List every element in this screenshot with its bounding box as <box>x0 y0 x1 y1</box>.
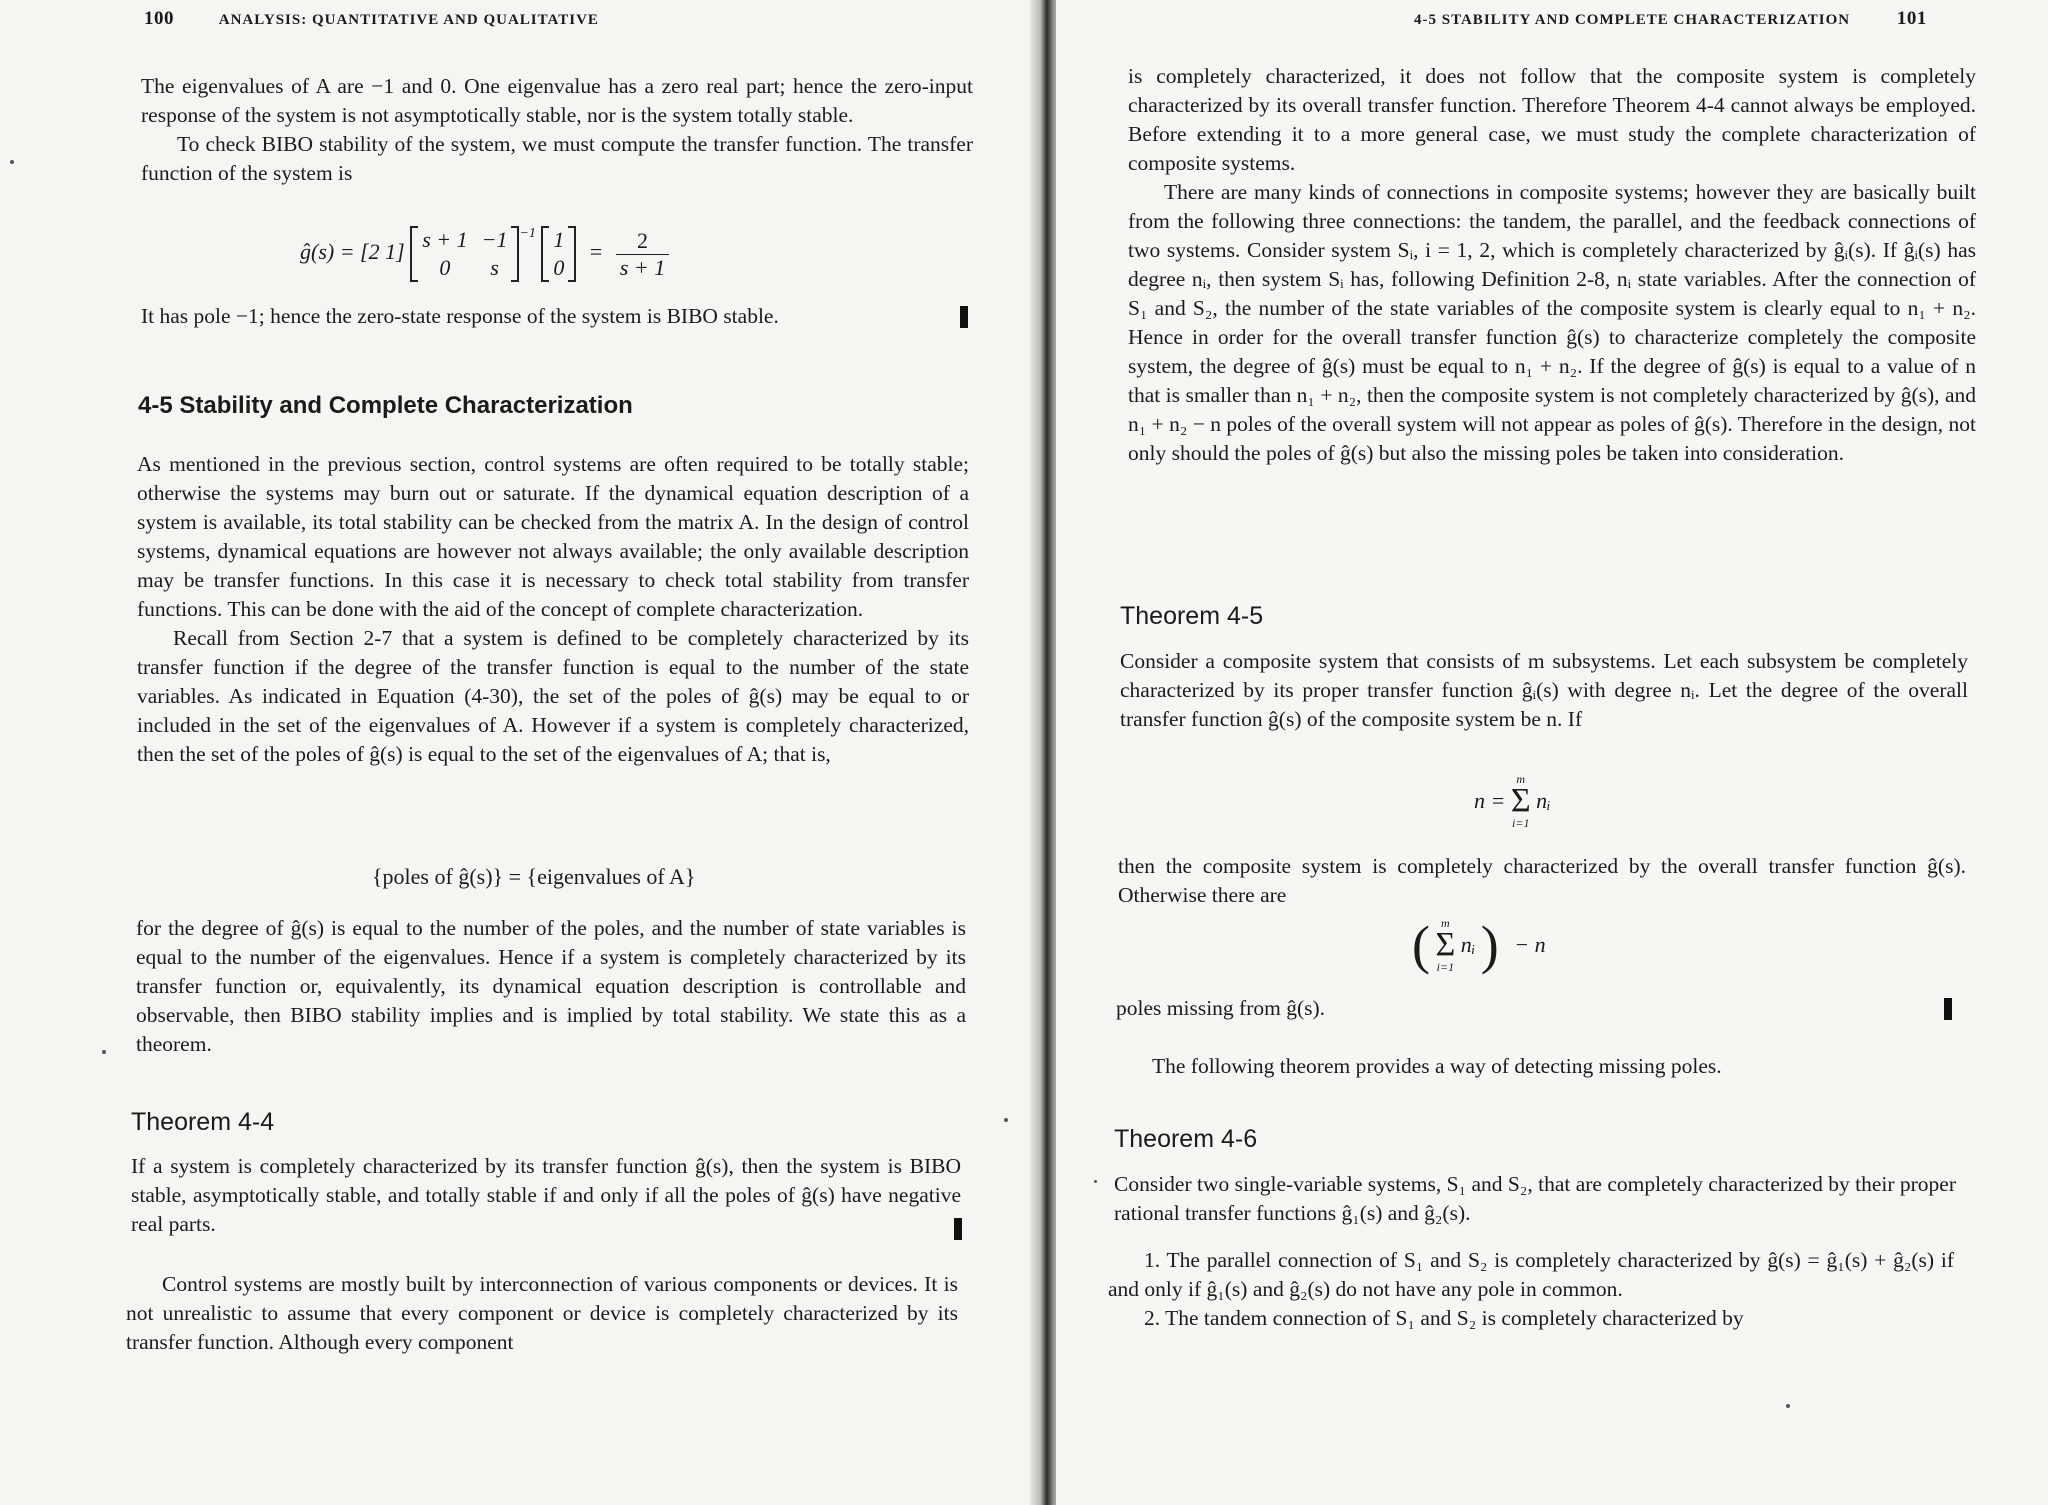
left-bottom-text <box>126 1270 958 1357</box>
left-para-3-wrap <box>141 302 1001 331</box>
theorem-4-5-text: Consider a composite system that consists of m subsystems. Let each subsystem be completely characterized by its proper transfer function ĝᵢ(s) with degree nᵢ. Let the degree of the overall transfer function ĝ(s) of the composite system be n. If <box>1120 649 1968 731</box>
right-para-3-wrap <box>1152 1052 1972 1081</box>
right-para-2: There are many kinds of connections in composite systems; however they are basically built from the following three connections: the tandem, the parallel, and the feedback connections of two systems. Consider system Sᵢ, i = 1, 2, which is completely characterized by ĝᵢ(s). If ĝᵢ(s) has degree nᵢ, then system Sᵢ has, following Definition 2-8, nᵢ state variables. After the connection of S₁ and S₂, the number of the state variables of the composite system is clearly equal to n₁ + n₂. Hence in order for the overall transfer function ĝ(s) to characterize completely the composite system, the degree of ĝ(s) must be equal to n₁ + n₂. If the degree of ĝ(s) is equal to a value of n that is smaller than n₁ + n₂, then the composite system is not completely characterized by ĝ(s), and n₁ + n₂ − n poles of the overall system will not appear as poles of ĝ(s). Therefore in the design, not only should the poles of ĝ(s) but also the missing poles be taken into consideration. <box>1128 180 1976 465</box>
eq4-term: nᵢ <box>1460 932 1476 957</box>
degree-sum-equation <box>1474 772 1551 830</box>
left-para-5: Recall from Section 2-7 that a system is defined to be completely characterized by its transfer function if the degree of the transfer function is equal to the number of the state variables. As indicated in Equation (4-30), the set of the poles of ĝ(s) may be equal to or included in the set of the eigenvalues of A. However if a system is completely characterized, then the set of the poles of ĝ(s) is equal to the set of the eigenvalues of A; that is, <box>137 626 969 766</box>
eq1-inverse: −1 <box>519 226 536 242</box>
eq1-m22: s <box>490 255 499 280</box>
theorem-4-6-item-2: 2. The tandem connection of S₁ and S₂ is completely characterized by <box>1144 1306 1744 1330</box>
left-para-1: The eigenvalues of A are −1 and 0. One eigenvalue has a zero real part; hence the zero-input response of the system is not asymptotically stable, nor is the system totally stable. <box>141 74 973 127</box>
left-para-2: To check BIBO stability of the system, we must compute the transfer function. The transfer function of the system is <box>141 132 973 185</box>
eq3-sigma: Σ <box>1510 782 1531 819</box>
left-para-6-wrap <box>136 914 966 1059</box>
right-head-title: 4-5 STABILITY AND COMPLETE CHARACTERIZATION <box>1414 12 1851 28</box>
left-para-4: As mentioned in the previous section, control systems are often required to be totally stable; otherwise the systems may burn out or saturate. If the dynamical equation description of a system is available, its total stability can be checked from the matrix A. In the design of control systems, dynamical equations are however not always available; the only available description may be transfer functions. In this case it is necessary to check total stability from transfer functions. This can be done with the aid of the concept of complete characterization. <box>137 452 969 621</box>
right-para-3: The following theorem provides a way of detecting missing poles. <box>1152 1054 1722 1078</box>
eq1-matrix <box>410 226 519 282</box>
theorem-4-4-title: Theorem 4-4 <box>131 1108 275 1136</box>
theorem-4-6-title: Theorem 4-6 <box>1114 1125 1258 1153</box>
left-para-3: It has pole −1; hence the zero-state response of the system is BIBO stable. <box>141 304 779 328</box>
eq3-lhs: n = <box>1474 788 1506 813</box>
qed-mark-4-5 <box>1944 998 1952 1020</box>
eq1-v1: 1 <box>553 227 565 252</box>
eq1-m11: s + 1 <box>422 227 468 252</box>
left-page-number: 100 <box>144 8 174 29</box>
theorem-4-6-item-1: 1. The parallel connection of S₁ and S₂ is completely characterized by ĝ(s) = ĝ₁(s) + ĝ₂(s) if and only if ĝ₁(s) and ĝ₂(s) do not have any pole in common. <box>1108 1248 1954 1301</box>
eq3-term: nᵢ <box>1536 788 1551 813</box>
qed-mark-4-4 <box>954 1218 962 1240</box>
theorem-4-5-body <box>1120 647 1968 734</box>
speck <box>1004 1118 1008 1122</box>
eq1-m21: 0 <box>439 255 451 280</box>
eq1-v2: 0 <box>553 255 565 280</box>
eq4-tail: − n <box>1514 932 1546 957</box>
theorem-4-6-body <box>1114 1170 1956 1228</box>
eq1-lhs: ĝ(s) = [2 1] <box>300 239 405 265</box>
right-para-1: is completely characterized, it does not follow that the composite system is completely characterized by its overall transfer function. Therefore Theorem 4-4 cannot always be employed. Before extending it to a more general case, we must study the complete characterization of composite systems. <box>1128 64 1976 175</box>
right-running-head <box>1414 8 1927 30</box>
theorem-4-5-text-2: then the composite system is completely characterized by the overall transfer function ĝ(s). Otherwise there are <box>1118 854 1966 907</box>
eq1-num: 2 <box>616 228 669 255</box>
eq1-equals: = <box>589 239 603 265</box>
eq3-sum <box>1511 772 1531 830</box>
eq1-fraction <box>616 228 669 281</box>
left-top-text <box>141 72 973 188</box>
speck <box>1094 1180 1097 1183</box>
theorem-4-5-text-3: poles missing from ĝ(s). <box>1116 996 1326 1020</box>
qed-mark <box>960 306 968 328</box>
theorem-4-4-text: If a system is completely characterized by its transfer function ĝ(s), then the system is BIBO stable, asymptotically stable, and totally stable if and only if all the poles of ĝ(s) have negative real parts. <box>131 1154 961 1236</box>
speck <box>10 160 14 164</box>
speck <box>1786 1404 1790 1408</box>
left-head-title: ANALYSIS: QUANTITATIVE AND QUALITATIVE <box>218 12 599 28</box>
section-title: 4-5 Stability and Complete Characterization <box>138 392 633 419</box>
right-top-text <box>1128 62 1976 468</box>
eq4-sigma: Σ <box>1435 926 1456 963</box>
left-para-7: Control systems are mostly built by interconnection of various components or devices. It is not unrealistic to assume that every component or device is completely characterized by its transfer function. Although every component <box>126 1272 958 1354</box>
left-middle-text <box>137 450 969 769</box>
right-page <box>1056 0 2048 1505</box>
eq3-top: m <box>1516 772 1526 786</box>
theorem-4-5-body-2 <box>1118 852 1966 910</box>
eq3-bottom: i=1 <box>1512 816 1530 830</box>
eq1-vector <box>541 226 576 282</box>
theorem-4-6-text: Consider two single-variable systems, S₁ and S₂, that are completely characterized by their proper rational transfer functions ĝ₁(s) and ĝ₂(s). <box>1114 1172 1956 1225</box>
eq4-sum <box>1435 916 1455 974</box>
eq4-top: m <box>1441 916 1450 930</box>
right-page-number: 101 <box>1896 8 1927 29</box>
eq4-bottom: i=1 <box>1436 960 1455 974</box>
theorem-4-5-title: Theorem 4-5 <box>1120 602 1264 630</box>
left-running-head <box>144 8 599 30</box>
eq1-m12: −1 <box>481 227 508 252</box>
theorem-4-5-body-3 <box>1116 994 1716 1023</box>
poles-eigen-equation: {poles of ĝ(s)} = {eigenvalues of A} <box>372 864 696 889</box>
theorem-4-4-body <box>131 1152 961 1239</box>
left-para-6: for the degree of ĝ(s) is equal to the number of the poles, and the number of state variables is equal to the number of the eigenvalues. Hence if a system is completely characterized by its transfer function or, equivalently, its dynamical equation description is controllable and observable, then BIBO stability implies and is implied by total stability. We state this as a theorem. <box>136 916 966 1056</box>
speck <box>102 1050 106 1054</box>
missing-poles-equation: ( m Σ i=1 nᵢ ) − n <box>1412 915 1546 975</box>
transfer-function-equation <box>300 226 669 282</box>
theorem-4-6-items <box>1108 1246 1954 1333</box>
eq1-den: s + 1 <box>619 254 666 280</box>
